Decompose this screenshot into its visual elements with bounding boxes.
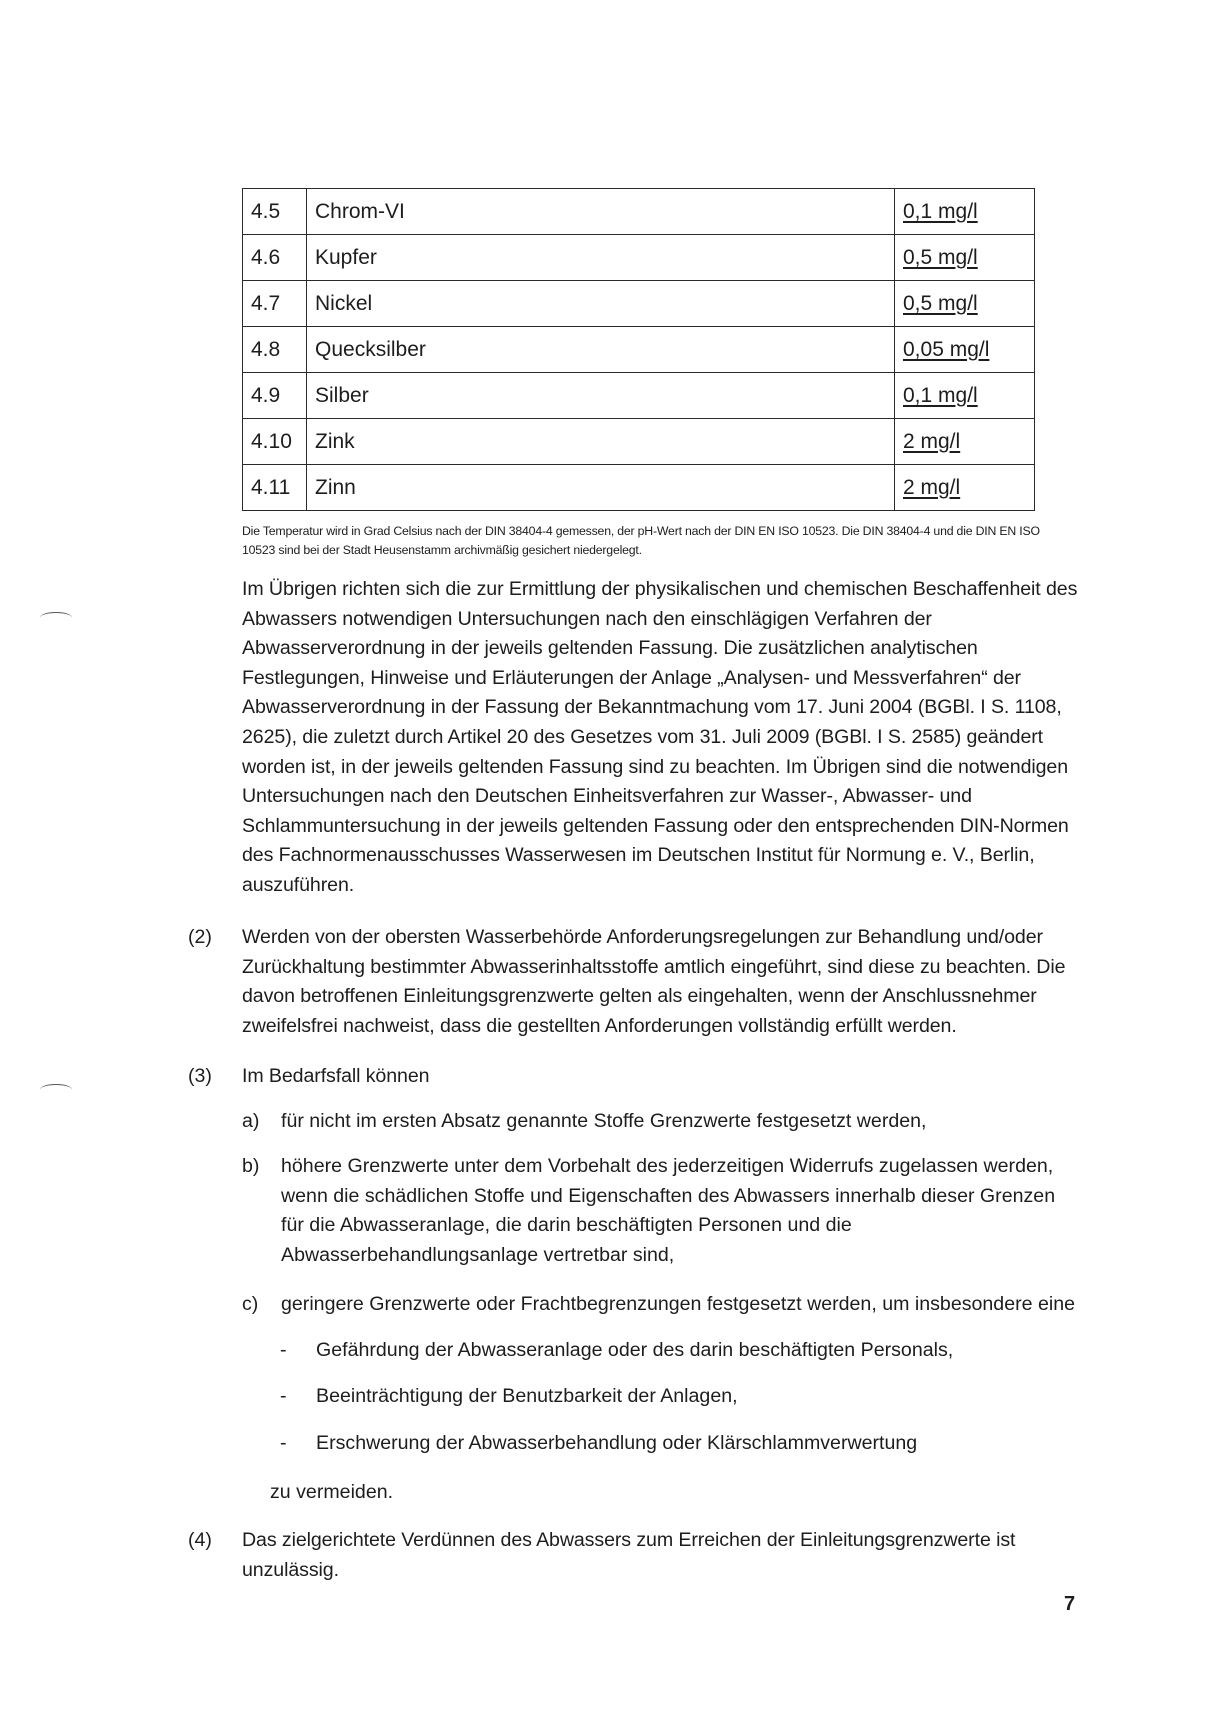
section-number: (2) [188,926,212,948]
section-4-text: Das zielgerichtete Verdünnen des Abwassers zum Erreichen der Einleitungsgrenzwerte ist unzulässig. [242,1529,1016,1581]
table-row [243,327,1035,373]
scan-margin-mark [40,612,72,623]
limit-value: 2 mg/l [895,419,1035,465]
dash-item-text: Gefährdung der Abwasseranlage oder des darin beschäftigten Personals, [316,1339,954,1361]
list-item-text: für nicht im ersten Absatz genannte Stoffe Grenzwerte festgesetzt werden, [281,1110,927,1132]
scan-margin-mark [40,1084,72,1095]
row-number: 4.9 [243,373,307,419]
list-letter: b) [242,1155,260,1177]
limit-value: 0,1 mg/l [895,373,1035,419]
section-2-text: Werden von der obersten Wasserbehörde Anforderungsregelungen zur Behandlung und/oder Zurückhaltung bestimmter Abwasserinhaltsstoffe amtlich eingeführt, sind diese zu beachten. Die davon betroffenen Einleitungsgrenzwerte gelten als eingehalten, wenn der Anschlussnehmer zweifelsfrei nachweist, dass die gestellten Anforderungen vollständig erfüllt werden. [242,926,1066,1037]
row-number: 4.8 [243,327,307,373]
list-letter: a) [242,1110,260,1132]
section-number: (3) [188,1065,212,1087]
page-number: 7 [1064,1593,1076,1615]
substance-name: Kupfer [307,235,895,281]
section-number: (4) [188,1529,212,1551]
dash-bullet: - [280,1385,287,1407]
dash-item-text: Beeinträchtigung der Benutzbarkeit der Anlagen, [316,1385,738,1407]
limit-value: 0,5 mg/l [895,281,1035,327]
table-row [243,281,1035,327]
list-closing-text: zu vermeiden. [270,1481,394,1503]
table-row [243,419,1035,465]
row-number: 4.7 [243,281,307,327]
limit-value: 0,1 mg/l [895,189,1035,235]
limit-value: 2 mg/l [895,465,1035,511]
table-row [243,189,1035,235]
row-number: 4.10 [243,419,307,465]
table-footnote: Die Temperatur wird in Grad Celsius nach der DIN 38404-4 gemessen, der pH-Wert nach der DIN EN ISO 10523. Die DIN 38404-4 und die DIN EN ISO 10523 sind bei der Stadt Heusenstamm archivmäßig gesichert niedergelegt. [242,524,1040,557]
list-letter: c) [242,1293,259,1315]
table-row [243,465,1035,511]
substance-name: Quecksilber [307,327,895,373]
table-row [243,235,1035,281]
row-number: 4.5 [243,189,307,235]
limit-value: 0,05 mg/l [895,327,1035,373]
substance-name: Nickel [307,281,895,327]
row-number: 4.6 [243,235,307,281]
intro-paragraph: Im Übrigen richten sich die zur Ermittlung der physikalischen und chemischen Beschaffenheit des Abwassers notwendigen Untersuchungen nach den einschlägigen Verfahren der Abwasserverordnung in der jeweils geltenden Fassung. Die zusätzlichen analytischen Festlegungen, Hinweise und Erläuterungen der Anlage „Analysen- und Messverfahren“ der Abwasserverordnung in der Fassung der Bekanntmachung vom 17. Juni 2004 (BGBl. I S. 1108, 2625), die zuletzt durch Artikel 20 des Gesetzes vom 31. Juli 2009 (BGBl. I S. 2585) geändert worden ist, in der jeweils geltenden Fassung sind zu beachten. Im Übrigen sind die notwendigen Untersuchungen nach den Deutschen Einheitsverfahren zur Wasser-, Abwasser- und Schlammuntersuchung in der jeweils geltenden Fassung oder den entsprechenden DIN-Normen des Fachnormenausschusses Wasserwesen im Deutschen Institut für Normung e. V., Berlin, auszuführen. [242,578,1078,896]
limits-table [242,188,1035,511]
substance-name: Silber [307,373,895,419]
dash-bullet: - [280,1432,287,1454]
table-row [243,373,1035,419]
limit-value: 0,5 mg/l [895,235,1035,281]
row-number: 4.11 [243,465,307,511]
list-item-text: höhere Grenzwerte unter dem Vorbehalt des jederzeitigen Widerrufs zugelassen werden, wenn die schädlichen Stoffe und Eigenschaften des Abwassers innerhalb dieser Grenzen für die Abwasseranlage, die darin beschäftigten Personen und die Abwasserbehandlungsanlage vertretbar sind, [281,1155,1056,1266]
list-item-text: geringere Grenzwerte oder Frachtbegrenzungen festgesetzt werden, um insbesondere eine [281,1293,1076,1315]
dash-bullet: - [280,1339,287,1361]
substance-name: Zink [307,419,895,465]
substance-name: Zinn [307,465,895,511]
dash-item-text: Erschwerung der Abwasserbehandlung oder Klärschlammverwertung [316,1432,918,1454]
section-3-text: Im Bedarfsfall können [242,1065,430,1087]
substance-name: Chrom-VI [307,189,895,235]
